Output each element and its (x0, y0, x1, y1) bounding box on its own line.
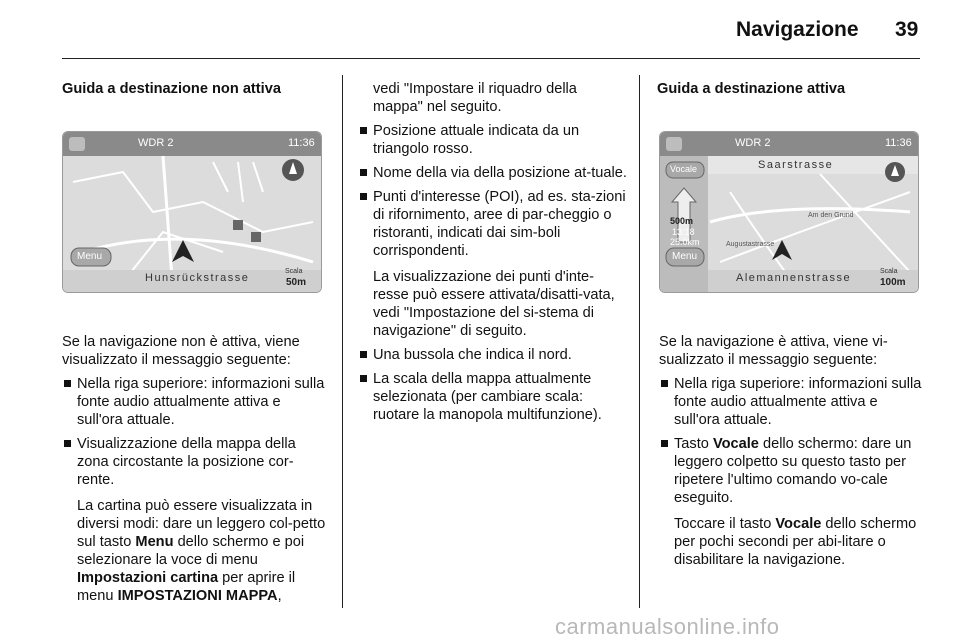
page-number: 39 (895, 18, 919, 41)
section-heading-inactive: Guida a destinazione non attiva (62, 81, 281, 97)
right-bullet-2-a: Tasto (674, 436, 713, 452)
nav-screen-active (659, 131, 919, 293)
nav-screen-inactive (62, 131, 322, 293)
kw-mappa: IMPOSTAZIONI MAPPA (117, 588, 278, 604)
column-divider-left (342, 75, 343, 608)
middle-bullet-5: La scala della mappa attualmente selezionata (per cambiare scala: ruotare la manopola multifunzione). (358, 370, 628, 424)
kw-vocale-2: Vocale (775, 516, 822, 532)
right-bullet-2 (659, 435, 923, 507)
section-heading-active: Guida a destinazione attiva (657, 81, 846, 97)
right-subpara (659, 515, 923, 569)
screen-station: WDR 2 (138, 137, 174, 149)
kw-menu: Menu (135, 534, 174, 550)
map-label-2: Augustastrasse (726, 241, 775, 248)
left-bullet-2: Visualizzazione della mappa della zona circostante la posizione cor-rente. (62, 435, 328, 489)
remaining-distance: 25.0km (670, 237, 700, 247)
watermark: carmanualsonline.info (555, 614, 780, 639)
left-subpara (62, 497, 328, 605)
vocale-button[interactable]: Vocale (670, 164, 698, 174)
screen-time: 11:36 (288, 137, 315, 149)
nav-screen-inactive-art (63, 132, 321, 292)
left-heading-wrap (62, 80, 326, 98)
middle-bullet-4: Una bussola che indica il nord. (358, 346, 628, 364)
left-sub-a: La cartina può essere visualizzata in diversi modi: dare un leggero col-petto sul tasto (77, 498, 326, 550)
middle-bullet-2: Nome della via della posizione at-tuale. (358, 164, 628, 182)
left-sub-c: per aprire il menu (77, 570, 296, 604)
middle-bullet-3-sub: La visualizzazione dei punti d'inte-resse può essere attivata/disatti-vata, vedi "Impostazione del si-stema di navigazione" di seguito. (373, 269, 615, 339)
middle-bullet-1: Posizione attuale indicata da un triangolo rosso. (358, 122, 628, 158)
map-label-1: Am den Grund (808, 212, 854, 219)
right-bullet-2-b: dello schermo: dare un leggero colpetto su questo tasto per ripetere l'ultimo comando vo-cale eseguito. (674, 436, 912, 506)
menu-button[interactable]: Menu (672, 251, 698, 262)
top-street-name: Saarstrasse (758, 159, 834, 171)
scale-value: 50m (286, 277, 307, 288)
left-sub-d: , (277, 588, 282, 604)
right-intro: Se la navigazione è attiva, viene vi-sualizzato il messaggio seguente: (659, 334, 888, 368)
right-sub-a: Toccare il tasto (674, 516, 776, 532)
maneuver-distance: 500m (670, 216, 694, 226)
compass-icon (282, 159, 304, 181)
header-rule (62, 58, 920, 59)
scale-value: 100m (880, 277, 906, 288)
column-divider-right (639, 75, 640, 608)
compass-icon (885, 162, 905, 182)
kw-impostazioni: Impostazioni cartina (77, 570, 219, 586)
right-body (659, 333, 923, 569)
right-heading-wrap (657, 80, 921, 98)
scale-caption: Scala (880, 268, 898, 275)
scale-caption: Scala (285, 268, 303, 275)
screen-station: WDR 2 (735, 137, 771, 149)
right-sub-b: dello schermo per pochi secondi per abi-litare o disabilitare la navigazione. (674, 516, 917, 568)
kw-vocale: Vocale (712, 436, 759, 452)
page-header-title: Navigazione (736, 18, 859, 41)
screen-time: 11:36 (885, 137, 912, 149)
left-sub-b: dello schermo e poi selezionare la voce di menu (77, 534, 305, 568)
right-bullet-1: Nella riga superiore: informazioni sulla fonte audio attualmente attiva e sull'ora attuale. (659, 375, 923, 429)
left-bullet-1: Nella riga superiore: informazioni sulla fonte audio attualmente attiva e sull'ora attuale. (62, 375, 328, 429)
middle-cont: vedi "Impostare il riquadro della mappa" nel seguito. (373, 81, 577, 115)
middle-body (358, 80, 628, 424)
left-body (62, 333, 328, 605)
arrival-time: 13:18 (672, 227, 695, 237)
top-bar (63, 132, 321, 156)
street-name: Alemannenstrasse (736, 272, 852, 284)
middle-bullet-3: Punti d'interesse (POI), ad es. sta-zioni di rifornimento, aree di par-cheggio o ristoranti, indicati dai sim-boli corrispondenti. (358, 188, 628, 260)
street-name: Hunsrückstrasse (145, 272, 250, 284)
menu-button[interactable]: Menu (77, 251, 103, 262)
left-intro: Se la navigazione non è attiva, viene visualizzato il messaggio seguente: (62, 334, 300, 368)
